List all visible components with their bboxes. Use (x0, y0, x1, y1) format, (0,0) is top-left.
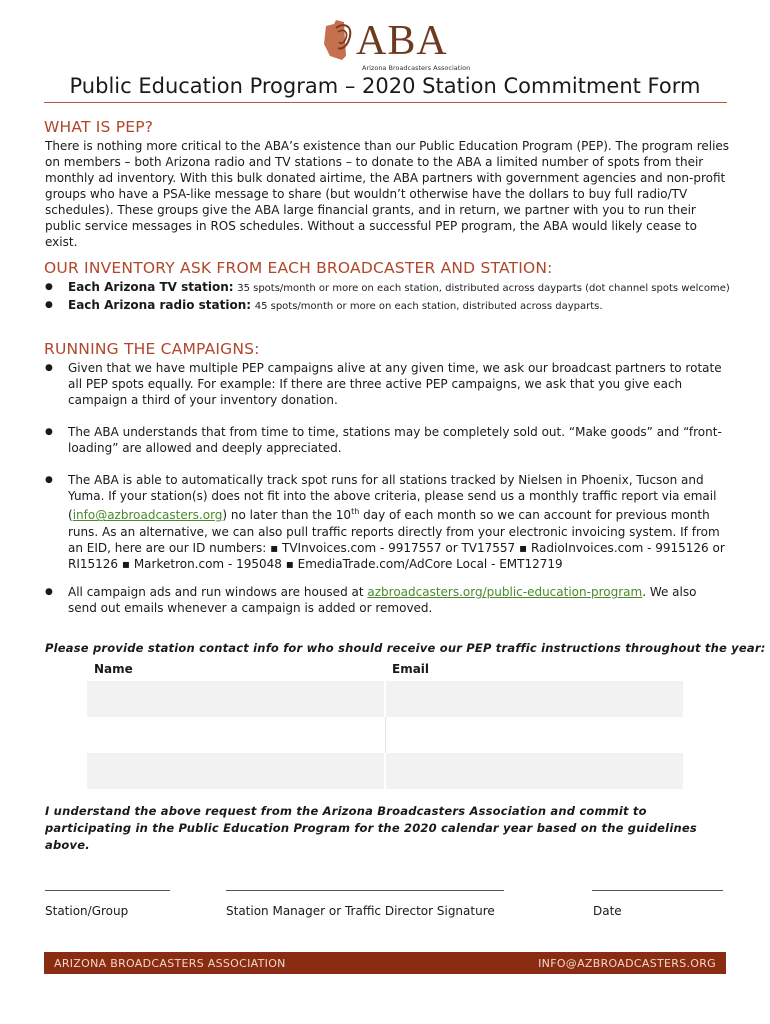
name-column-header: Name (94, 662, 133, 676)
superscript: th (351, 507, 360, 517)
station-label: Station/Group (45, 904, 129, 918)
inventory-heading: OUR INVENTORY ASK FROM EACH BROADCASTER AND STATION: (44, 259, 553, 277)
email-field[interactable] (386, 717, 685, 753)
inventory-text: 35 spots/month or more on each station, distributed across dayparts (dot channel spots welcome) (237, 283, 730, 294)
inventory-label: Each Arizona radio station: (68, 298, 252, 312)
footer-bar (44, 952, 726, 974)
name-field[interactable] (87, 753, 386, 789)
contact-table (87, 681, 684, 789)
logo-wordmark: ABA (356, 18, 448, 64)
email-column-header: Email (392, 662, 430, 676)
list-item: ● The ABA understands that from time to time, stations may be completely sold out. “Make goods” and “front-loading” are allowed and deeply appreciated. (45, 424, 725, 456)
logo-subtitle: Arizona Broadcasters Association (362, 64, 471, 72)
inventory-list (45, 279, 745, 315)
inventory-text: 45 spots/month or more on each station, distributed across dayparts. (254, 301, 603, 312)
campaign-text: ) no later than the 10 (222, 508, 352, 523)
table-row (87, 681, 684, 717)
table-row (87, 753, 684, 789)
campaign-text: day of each month so we can account for previous month runs. As an alternative, we can also pull traffic reports directly from your electronic invoicing system. If from an EID, here are our ID numbers: ▪ TVInvoices.com - 9917557 or TV17557 ▪ RadioInvoices.com - 9915126 or RI15126 ▪ Marketron.com - 195048 ▪ EmediaTrade.com/AdCore Local - EMT12719 (68, 508, 725, 572)
commitment-statement: I understand the above request from the Arizona Broadcasters Association and commit to participating in the Public Education Program for the 2020 calendar year based on the guidelines above. (45, 804, 697, 852)
aba-logo (322, 16, 471, 72)
email-field[interactable] (386, 753, 684, 789)
station-signature-line[interactable] (45, 890, 170, 891)
campaigns-heading: RUNNING THE CAMPAIGNS: (44, 340, 260, 358)
footer-email[interactable]: INFO@AZBROADCASTERS.ORG (538, 956, 716, 970)
manager-signature-line[interactable] (226, 890, 504, 891)
footer-org-name: ARIZONA BROADCASTERS ASSOCIATION (54, 956, 286, 970)
date-signature-line[interactable] (592, 890, 723, 891)
what-is-pep-body: There is nothing more critical to the ABA’s existence than our Public Education Program (PEP). The program relies on members – both Arizona radio and TV stations – to donate to the ABA a limited number of spots from their monthly ad inventory. With this bulk donated airtime, the ABA partners with government agencies and non-profit groups who have a PSA-like message to share (but wouldn’t otherwise have the dollars to buy full radio/TV schedules). These groups give the ABA large financial grants, and in return, we partner with you to run their public service messages in ROS schedules. Without a successful PEP program, the ABA would likely cease to exist. (45, 139, 730, 249)
manager-label: Station Manager or Traffic Director Signature (226, 904, 495, 918)
name-field[interactable] (87, 717, 386, 753)
campaign-text: All campaign ads and run windows are housed at (68, 585, 368, 599)
page-title: Public Education Program – 2020 Station Commitment Form (69, 74, 701, 98)
list-item (45, 297, 745, 315)
date-label: Date (593, 904, 622, 918)
inventory-label: Each Arizona TV station: (68, 280, 234, 294)
list-item: ● Given that we have multiple PEP campaigns alive at any given time, we ask our broadcast partners to rotate all PEP spots equally. For example: If there are three active PEP campaigns, we ask that you give each campaign a third of your inventory donation. (45, 360, 725, 409)
campaign-site-link[interactable]: azbroadcasters.org/public-education-program (367, 585, 643, 599)
title-divider (44, 102, 727, 103)
what-is-pep-heading: WHAT IS PEP? (44, 118, 154, 136)
name-field[interactable] (87, 681, 386, 717)
email-link[interactable]: info@azbroadcasters.org (72, 508, 223, 523)
table-row (87, 717, 684, 753)
list-item (45, 279, 745, 297)
email-field[interactable] (386, 681, 684, 717)
list-item (45, 472, 725, 572)
list-item (45, 584, 725, 616)
campaign-text: The ABA is able to automatically track spot runs for all stations tracked by Nielsen in Phoenix, Tucson and Yuma. If your station(s) does not fit into the above criteria, please send us a monthly traffic report via email ( (68, 473, 717, 523)
contact-prompt: Please provide station contact info for who should receive our PEP traffic instructions throughout the year: (45, 641, 766, 655)
campaign-text: . We also send out emails whenever a campaign is added or removed. (68, 585, 697, 616)
